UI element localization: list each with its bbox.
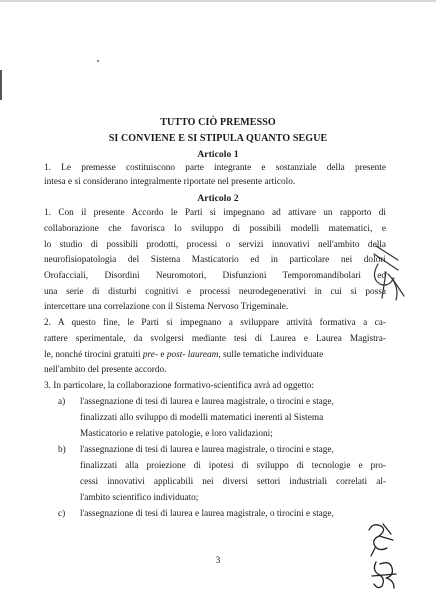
list-marker: b)	[58, 445, 66, 455]
article-1-line: intesa e si considerano integralmente riportate nel presente articolo.	[44, 177, 296, 187]
margin-signature	[368, 238, 408, 308]
article-1-heading: Articolo 1	[197, 150, 239, 160]
list-item-line: l'ambito scientifico individuato;	[80, 493, 199, 503]
article-2-para2-line: rattere sperimentale, da svolgersi mediante tesi di Laurea e Laurea Magistra-	[44, 334, 386, 344]
initials-signature	[368, 556, 400, 592]
title-premesso: TUTTO CIÒ PREMESSO	[160, 117, 276, 128]
article-2-para1-line: 1. Con il presente Accordo le Parti si impegnano ad attivare un rapporto di	[44, 208, 386, 218]
scan-speck	[97, 60, 99, 62]
text-run: e	[158, 350, 167, 360]
article-2-para1-line: lo studio di possibili prodotti, processi o servizi innovativi nell'ambito della	[44, 240, 386, 250]
article-2-para1-line: intercettare una correlazione con il Sistema Nervoso Trigeminale.	[44, 302, 289, 312]
text-run: le, nonché tirocini gratuiti	[44, 350, 143, 360]
article-2-para1-line: neurofisiopatologia del Sistema Masticatorio ed in particolare nei dolori	[44, 255, 386, 265]
article-2-para2-line	[44, 351, 323, 360]
list-item-line: cessi innovativi applicabili nei diversi settori industriali correlati al-	[80, 477, 386, 487]
italic-text: pre-	[142, 350, 159, 360]
scan-edge-left	[0, 70, 2, 100]
article-2-para1-line: Orofacciali, Disordini Neuromotori, Disfunzioni Temporomandibolari ed	[44, 271, 386, 281]
page-number: 3	[215, 556, 221, 566]
list-item-line: finalizzati alla proiezione di ipotesi di sviluppo di tecnologie e pro-	[80, 461, 386, 471]
list-item-line: l'assegnazione di tesi di laurea e laurea magistrale, o tirocini e stage,	[80, 397, 334, 407]
list-marker: a)	[58, 397, 66, 407]
list-item-line: finalizzati allo sviluppo di modelli matematici inerenti al Sistema	[80, 413, 324, 423]
text-run: , sulle tematiche individuate	[218, 350, 324, 360]
list-item-line: l'assegnazione di tesi di laurea e laurea magistrale, o tirocini e stage,	[80, 445, 334, 455]
title-stipula: SI CONVIENE E SI STIPULA QUANTO SEGUE	[108, 133, 328, 144]
article-2-para3-intro: 3. In particolare, la collaborazione formativo-scientifica avrà ad oggetto:	[44, 381, 315, 391]
italic-text: post- lauream	[166, 350, 219, 360]
article-2-para1-line: una serie di disturbi cognitivi e processi neurodegenerativi in cui si possa	[44, 287, 386, 297]
article-2-para2-line: nell'ambito del presente accordo.	[44, 365, 167, 375]
list-item-line: l'assegnazione di tesi di laurea e laurea magistrale, o tirocini e stage,	[80, 509, 334, 519]
article-1-line: 1. Le premesse costituiscono parte integrante e sostanziale della presente	[44, 163, 386, 173]
initials-signature	[363, 518, 397, 558]
list-item-line: Masticatorio e relative patologie, e loro validazioni;	[80, 429, 273, 439]
list-marker: c)	[58, 509, 66, 519]
article-2-para1-line: collaborazione che favorisca lo sviluppo di possibili modelli matematici, e	[44, 224, 386, 234]
scan-edge-top	[0, 0, 436, 2]
article-2-para2-line: 2. A questo fine, le Parti si impegnano a sviluppare attività formativa a ca-	[44, 318, 386, 328]
article-2-heading: Articolo 2	[197, 194, 239, 204]
